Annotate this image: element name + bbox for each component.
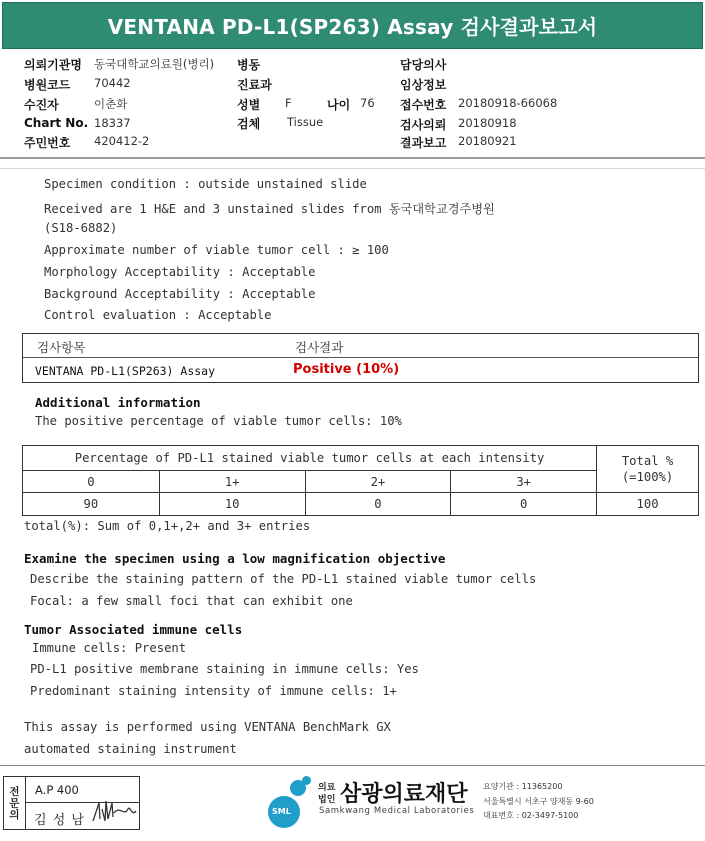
total-header-line1: Total % <box>621 454 674 468</box>
result-col-item: 검사항목 <box>37 340 86 355</box>
clinical-info-label: 임상정보 <box>400 78 447 92</box>
org-phone: 대표번호 : 02-3497-5100 <box>483 811 579 820</box>
accession-label: 접수번호 <box>400 98 447 112</box>
request-date-value: 20180918 <box>458 116 517 130</box>
department-label: 진료과 <box>237 78 272 92</box>
intensity-note: total(%): Sum of 0,1+,2+ and 3+ entries <box>24 519 311 533</box>
result-col-result: 검사결과 <box>295 340 344 355</box>
report-title: VENTANA PD-L1(SP263) Assay 검사결과보고서 <box>107 15 598 39</box>
additional-heading: Additional information <box>35 395 201 410</box>
specialist-seal-label <box>4 777 26 829</box>
org-prefix-2: 법인 <box>318 795 336 805</box>
org-prefix-1: 의료 <box>318 783 336 793</box>
closing-line2: automated staining instrument <box>24 742 237 756</box>
additional-text: The positive percentage of viable tumor cells: 10% <box>35 414 402 428</box>
ap-number: A.P 400 <box>35 783 79 797</box>
viable-tumor-count: Approximate number of viable tumor cell : ≥ 100 <box>44 243 389 257</box>
result-table <box>22 333 699 383</box>
header-divider-light <box>0 168 705 169</box>
resident-id-value: 420412-2 <box>94 134 150 148</box>
patient-label: 수진자 <box>24 98 59 112</box>
org-address: 서울특별시 서초구 양재동 9-60 <box>483 797 594 806</box>
control-evaluation: Control evaluation : Acceptable <box>44 308 272 322</box>
resident-id-label: 주민번호 <box>24 136 71 150</box>
specimen-label: 검체 <box>237 117 261 131</box>
accession-value: 20180918-66068 <box>458 96 558 110</box>
background-acceptability: Background Acceptability : Acceptable <box>44 287 316 301</box>
result-value: Positive (10%) <box>293 362 400 377</box>
logo-circle-small <box>302 776 311 785</box>
title-banner <box>2 2 703 49</box>
intensity-col-1: 1+ <box>159 471 305 493</box>
examine-heading: Examine the specimen using a low magnification objective <box>24 551 446 566</box>
intensity-val-3: 0 <box>451 493 597 516</box>
ward-label: 병동 <box>237 58 261 72</box>
chart-no-value: 18337 <box>94 116 131 130</box>
request-date-label: 검사의뢰 <box>400 118 447 132</box>
age-label: 나이 <box>327 98 351 112</box>
intensity-col-3: 3+ <box>451 471 597 493</box>
institution-label: 의뢰기관명 <box>24 58 82 72</box>
pathologist-name: 김 성 남 <box>34 813 85 828</box>
intensity-col-0: 0 <box>23 471 160 493</box>
footer-divider <box>0 765 705 766</box>
hospital-code-label: 병원코드 <box>24 78 71 92</box>
age-value: 76 <box>360 96 375 110</box>
sex-label: 성별 <box>237 98 261 112</box>
slide-reference: (S18-6882) <box>44 221 118 235</box>
pathologist-signature <box>90 797 138 827</box>
intensity-table <box>22 445 699 516</box>
specimen-value: Tissue <box>287 115 324 129</box>
header-divider <box>0 157 705 159</box>
intensity-val-0: 90 <box>23 493 160 516</box>
institution-value: 동국대학교의료원(병리) <box>94 57 215 71</box>
logo-text: SML <box>272 807 291 816</box>
total-header-line2: (=100%) <box>621 470 674 484</box>
hospital-code-value: 70442 <box>94 76 131 90</box>
sex-value: F <box>285 96 292 110</box>
examine-line1: Describe the staining pattern of the PD-L1 stained viable tumor cells <box>30 572 537 586</box>
org-english-name: Samkwang Medical Laboratories <box>319 806 475 816</box>
immune-line2: PD-L1 positive membrane staining in immune cells: Yes <box>30 662 419 676</box>
report-date-value: 20180921 <box>458 134 517 148</box>
result-divider <box>23 357 698 358</box>
examine-line2: Focal: a few small foci that can exhibit one <box>30 594 353 608</box>
immune-line3: Predominant staining intensity of immune cells: 1+ <box>30 684 397 698</box>
immune-heading: Tumor Associated immune cells <box>24 622 243 637</box>
result-item: VENTANA PD-L1(SP263) Assay <box>35 364 216 378</box>
total-header <box>597 446 699 493</box>
closing-line1: This assay is performed using VENTANA BenchMark GX <box>24 720 391 734</box>
chart-no-label: Chart No. <box>24 116 89 130</box>
intensity-total: 100 <box>597 493 699 516</box>
specimen-condition: Specimen condition : outside unstained slide <box>44 177 367 191</box>
provider-number: 요양기관 : 11365200 <box>483 782 563 791</box>
doctor-label: 담당의사 <box>400 58 447 72</box>
intensity-val-1: 10 <box>159 493 305 516</box>
pathologist-box <box>3 776 140 830</box>
report-date-label: 결과보고 <box>400 136 447 150</box>
seal-label-text: 전문의 <box>8 785 20 821</box>
patient-value: 이춘화 <box>94 97 128 111</box>
intensity-val-2: 0 <box>305 493 451 516</box>
org-name: 삼광의료재단 <box>340 782 468 807</box>
immune-line1: Immune cells: Present <box>32 641 187 655</box>
intensity-header: Percentage of PD-L1 stained viable tumor cells at each intensity <box>23 446 597 471</box>
title-bar <box>0 0 705 52</box>
slides-received: Received are 1 H&E and 3 unstained slides from 동국대학교경주병원 <box>44 202 495 216</box>
intensity-col-2: 2+ <box>305 471 451 493</box>
morphology-acceptability: Morphology Acceptability : Acceptable <box>44 265 316 279</box>
sml-logo <box>268 776 314 828</box>
